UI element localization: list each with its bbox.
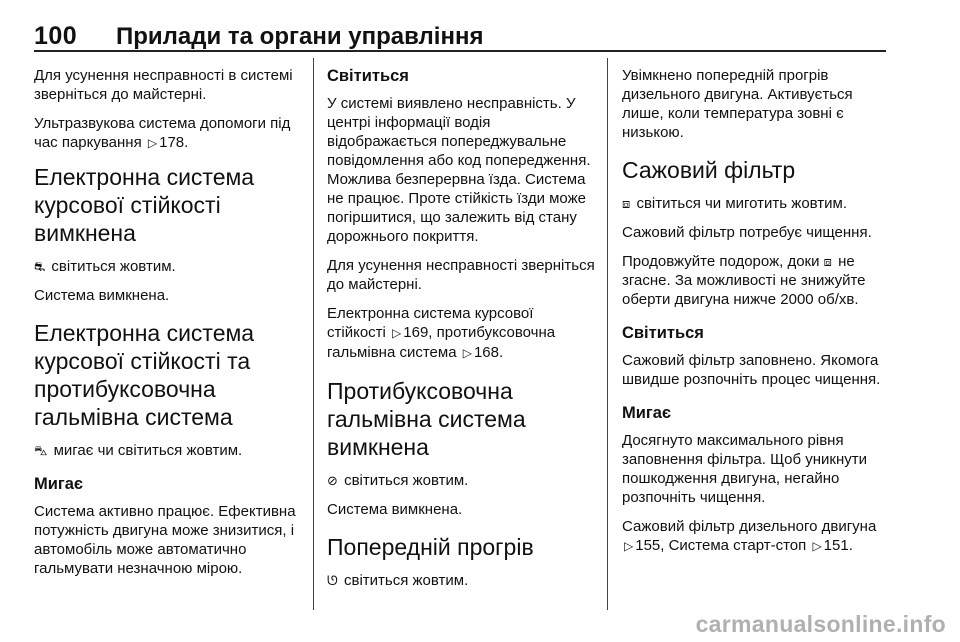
section-heading: Сажовий фільтр bbox=[622, 157, 796, 183]
paragraph: Електронна система курсової стійкості ▷ 169, протибуксовочна гальмівна система ▷ 168. bbox=[327, 305, 556, 361]
paragraph: Система вимкнена. bbox=[34, 287, 170, 304]
page-reference[interactable]: 155, Система старт-стоп bbox=[635, 537, 807, 554]
header-rule bbox=[34, 50, 886, 52]
paragraph: Система вимкнена. bbox=[327, 501, 463, 518]
watermark: carmanualsonline.info bbox=[695, 611, 946, 637]
paragraph: ⧈ світиться чи миготить жовтим. bbox=[622, 195, 848, 212]
paragraph: Сажовий фільтр заповнено. Якомога швидше розпочніть процес чищення. bbox=[622, 352, 881, 388]
page-title: Прилади та органи управління bbox=[116, 23, 484, 50]
column-1 bbox=[34, 66, 306, 588]
subsection-heading: Мигає bbox=[34, 475, 84, 493]
page-reference[interactable]: 169, протибуксовочна гальмівна система bbox=[327, 324, 556, 361]
tcs-off-icon: ⊘ bbox=[327, 473, 338, 488]
reference-arrow-icon: ▷ bbox=[624, 539, 634, 553]
diesel-particulate-filter-icon: ⧈ bbox=[622, 196, 631, 211]
paragraph: Увімкнено попередній прогрів дизельного двигуна. Активується лише, коли температура зовні є низькою. bbox=[622, 67, 853, 141]
page-reference[interactable]: 151. bbox=[823, 537, 853, 554]
page-number: 100 bbox=[34, 22, 78, 50]
paragraph: Сажовий фільтр потребує чищення. bbox=[622, 224, 872, 241]
subsection-heading: Світиться bbox=[622, 324, 704, 342]
paragraph: ⛐ світиться жовтим. bbox=[34, 258, 176, 275]
page-reference[interactable]: 178. bbox=[159, 134, 189, 151]
reference-arrow-icon: ▷ bbox=[812, 539, 822, 553]
subsection-heading: Світиться bbox=[327, 67, 409, 85]
paragraph: ⛍ мигає чи світиться жовтим. bbox=[34, 442, 243, 459]
page-header bbox=[34, 22, 886, 52]
esc-off-icon: ⛐ bbox=[34, 259, 46, 274]
page-reference[interactable]: 168. bbox=[473, 344, 504, 361]
paragraph: Досягнуто максимального рівня заповнення фільтра. Щоб уникнути пошкодження двигуна, негайно розпочніть чищення. bbox=[622, 432, 868, 506]
paragraph: ᘎ світиться жовтим. bbox=[327, 572, 469, 589]
diesel-particulate-filter-icon: ⧈ bbox=[823, 254, 832, 269]
paragraph: Для усунення несправності в системі зверніться до майстерні. bbox=[34, 67, 293, 103]
paragraph: Сажовий фільтр дизельного двигуна ▷ 155, Система старт-стоп ▷ 151. bbox=[622, 518, 877, 554]
column-3 bbox=[622, 66, 888, 566]
paragraph: У системі виявлено несправність. У центрі інформації водія відображається попереджувальне повідомлення або код попередження. Можлива безперервна їзда. Система не працює. Проте стійкість їзди може погіршитися, що залежить від стану дорожнього покриття. bbox=[327, 95, 591, 245]
section-heading: Протибуксовочна гальмівна система вимкнена bbox=[327, 378, 526, 460]
reference-arrow-icon: ▷ bbox=[462, 346, 472, 360]
paragraph: Ультразвукова система допомоги під час паркування ▷ 178. bbox=[34, 115, 291, 151]
column-divider bbox=[607, 58, 608, 610]
column-divider bbox=[313, 58, 314, 610]
paragraph: Для усунення несправності зверніться до майстерні. bbox=[327, 257, 595, 293]
reference-arrow-icon: ▷ bbox=[392, 326, 402, 340]
paragraph: Продовжуйте подорож, доки ⧈ не згасне. За можливості не знижуйте оберти двигуна нижче 2000 об/хв. bbox=[622, 253, 866, 308]
esc-icon: ⛍ bbox=[34, 443, 48, 458]
glow-plug-icon: ᘎ bbox=[327, 573, 338, 588]
column-2 bbox=[327, 66, 595, 600]
section-heading: Попередній прогрів bbox=[327, 534, 534, 560]
reference-arrow-icon: ▷ bbox=[147, 136, 158, 150]
paragraph: ⊘ світиться жовтим. bbox=[327, 472, 469, 489]
section-heading: Електронна система курсової стійкості та протибуксовочна гальмівна система bbox=[34, 320, 255, 430]
subsection-heading: Мигає bbox=[622, 404, 672, 422]
section-heading: Електронна система курсової стійкості вимкнена bbox=[34, 164, 255, 246]
paragraph: Система активно працює. Ефективна потужність двигуна може знизитися, і автомобіль може автоматично гальмувати незначною мірою. bbox=[34, 503, 296, 577]
